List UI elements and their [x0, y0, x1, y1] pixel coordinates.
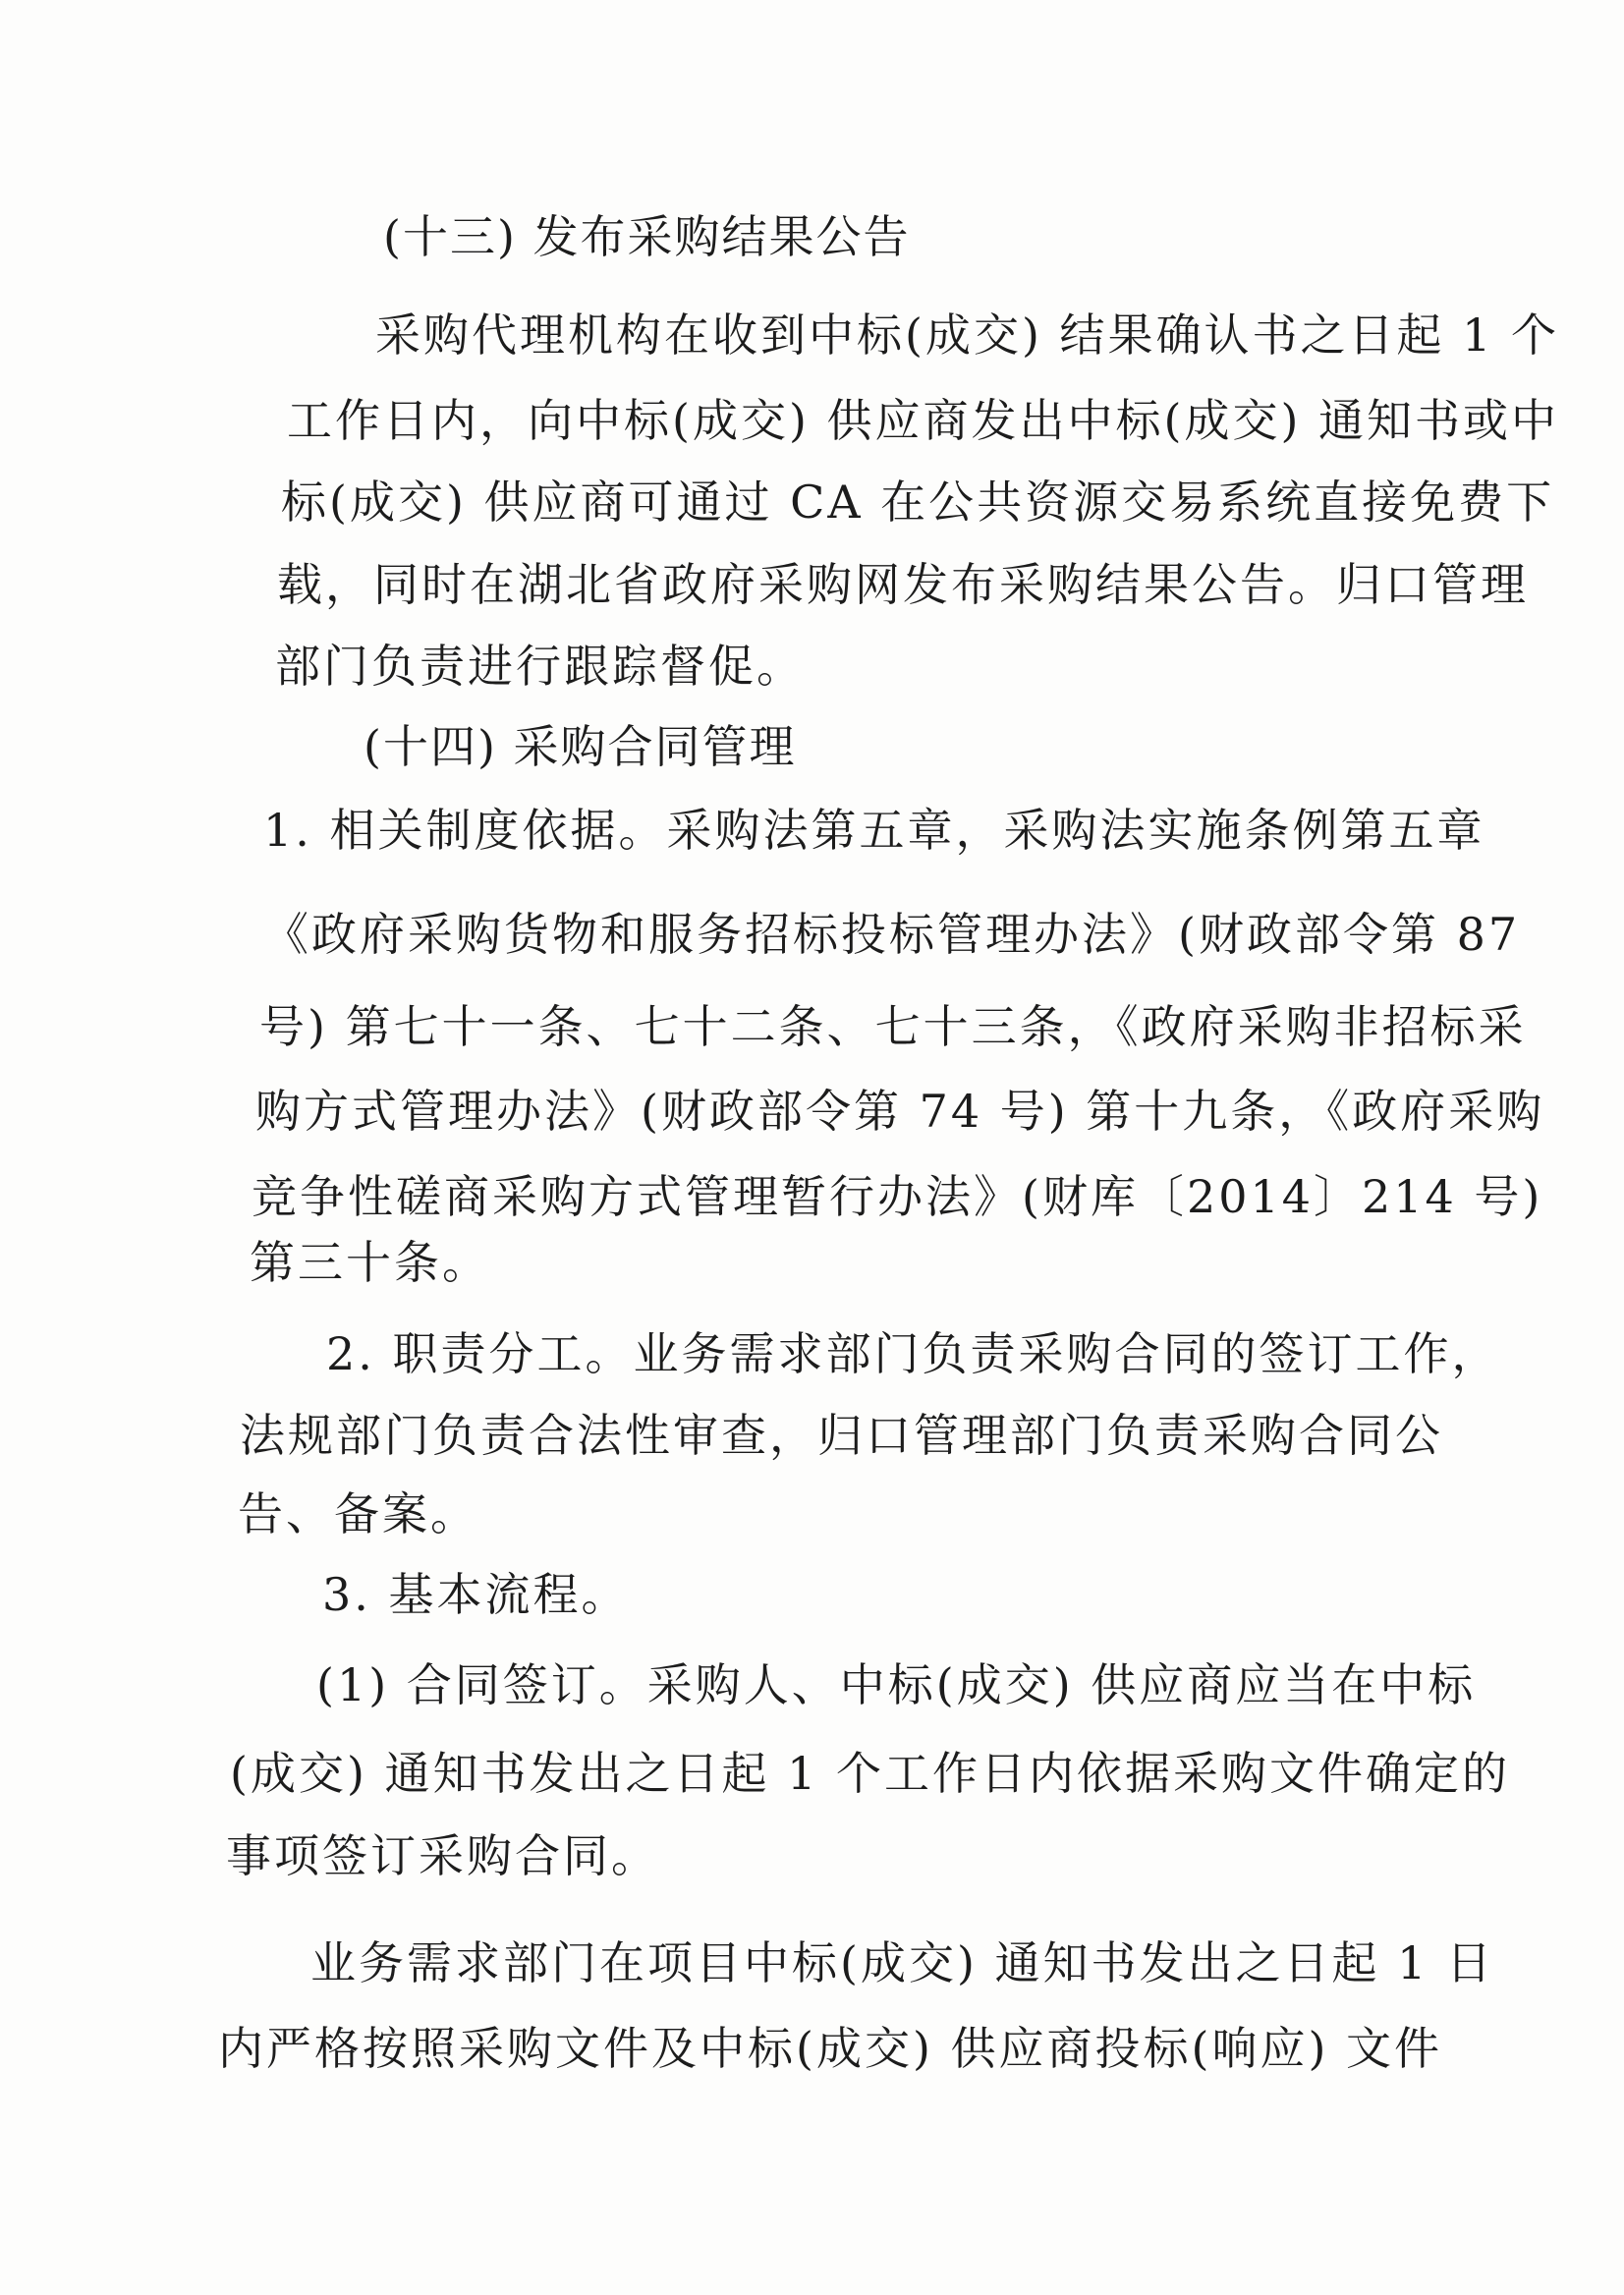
section-13-line-4: 载，同时在湖北省政府采购网发布采购结果公告。归口管理	[277, 558, 1529, 611]
section-13-line-2: 工作日内，向中标(成交) 供应商发出中标(成交) 通知书或中	[287, 394, 1560, 447]
paragraph-last-line-1: 业务需求部门在项目中标(成交) 通知书发出之日起 1 日	[310, 1936, 1495, 1989]
item-2-line-1: 2. 职责分工。业务需求部门负责采购合同的签订工作，	[326, 1327, 1500, 1380]
item-2-line-2: 法规部门负责合法性审查，归口管理部门负责采购合同公	[240, 1409, 1443, 1462]
item-3-1-line-1: (1) 合同签订。采购人、中标(成交) 供应商应当在中标	[316, 1658, 1477, 1711]
section-13-line-1: 采购代理机构在收到中标(成交) 结果确认书之日起 1 个	[375, 308, 1560, 362]
section-13-heading: (十三) 发布采购结果公告	[383, 210, 911, 263]
section-13-line-5: 部门负责进行跟踪督促。	[275, 640, 805, 693]
item-2-line-3: 告、备案。	[238, 1487, 478, 1540]
item-1-line-4: 购方式管理办法》(财政部令第 74 号) 第十九条，《政府采购	[255, 1085, 1545, 1138]
item-3-1-line-3: 事项签订采购合同。	[226, 1829, 659, 1882]
item-1-line-5: 竞争性磋商采购方式管理暂行办法》(财库〔2014〕214 号)	[252, 1170, 1543, 1223]
section-14-heading: (十四) 采购合同管理	[364, 720, 797, 773]
item-1-line-2: 《政府采购货物和服务招标投标管理办法》(财政部令第 87	[263, 908, 1521, 961]
section-13-line-3: 标(成交) 供应商可通过 CA 在公共资源交易系统直接免费下	[281, 476, 1555, 529]
item-1-line-1: 1. 相关制度依据。采购法第五章，采购法实施条例第五章	[263, 804, 1485, 857]
item-1-line-3: 号) 第七十一条、七十二条、七十三条，《政府采购非招标采	[259, 1000, 1527, 1053]
item-1-line-6: 第三十条。	[250, 1236, 490, 1289]
paragraph-last-line-2: 内严格按照采购文件及中标(成交) 供应商投标(响应) 文件	[218, 2022, 1443, 2075]
item-3-heading: 3. 基本流程。	[322, 1568, 630, 1621]
item-3-1-line-2: (成交) 通知书发出之日起 1 个工作日内依据采购文件确定的	[230, 1747, 1511, 1800]
